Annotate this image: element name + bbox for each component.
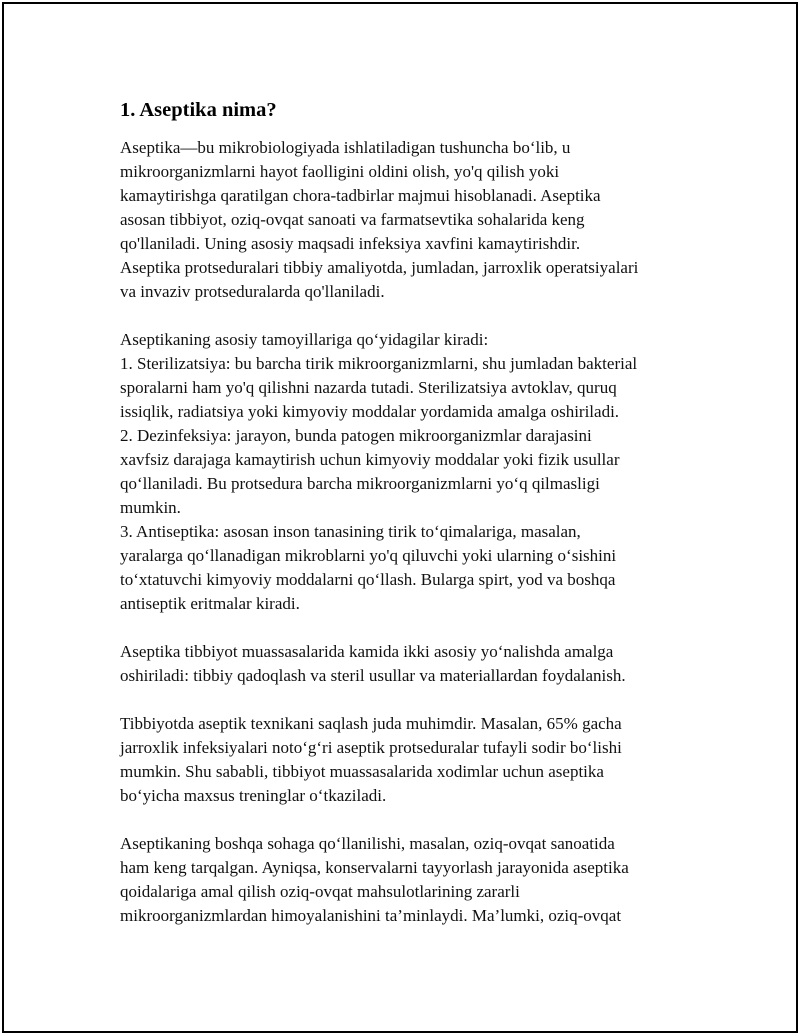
paragraph <box>120 712 690 808</box>
text-line: jarroxlik infeksiyalari noto‘g‘ri aseptik protseduralar tufayli sodir bo‘lishi <box>120 738 622 757</box>
document-body <box>120 96 690 952</box>
text-line: antiseptik eritmalar kiradi. <box>120 594 300 613</box>
text-line: 1. Sterilizatsiya: bu barcha tirik mikroorganizmlarni, shu jumladan bakterial <box>120 354 638 373</box>
text-line: Tibbiyotda aseptik texnikani saqlash juda muhimdir. Masalan, 65% gacha <box>120 714 622 733</box>
text-line: kamaytirishga qaratilgan chora-tadbirlar majmui hisoblanadi. Aseptika <box>120 186 601 205</box>
paragraph <box>120 328 690 616</box>
text-line: qo‘llaniladi. Bu protsedura barcha mikroorganizmlarni yo‘q qilmasligi <box>120 474 600 493</box>
text-line: to‘xtatuvchi kimyoviy moddalarni qo‘llash. Bularga spirt, yod va boshqa <box>120 570 616 589</box>
text-line: issiqlik, radiatsiya yoki kimyoviy moddalar yordamida amalga oshiriladi. <box>120 402 620 421</box>
text-line: asosan tibbiyot, oziq-ovqat sanoati va farmatsevtika sohalarida keng <box>120 210 585 229</box>
text-line: 2. Dezinfeksiya: jarayon, bunda patogen mikroorganizmlar darajasini <box>120 426 592 445</box>
text-line: yaralarga qo‘llanadigan mikroblarni yo'q qiluvchi yoki ularning o‘sishini <box>120 546 617 565</box>
text-line: mikroorganizmlarni hayot faolligini oldini olish, yo'q qilish yoki <box>120 162 560 181</box>
text-line: ham keng tarqalgan. Ayniqsa, konservalarni tayyorlash jarayonida aseptika <box>120 858 629 877</box>
text-line: mikroorganizmlardan himoyalanishini ta’minlaydi. Ma’lumki, oziq-ovqat <box>120 906 622 925</box>
text-line: 3. Antiseptika: asosan inson tanasining tirik to‘qimalariga, masalan, <box>120 522 581 541</box>
section-heading: 1. Aseptika nima? <box>120 99 277 121</box>
text-line: mumkin. Shu sababli, tibbiyot muassasalarida xodimlar uchun aseptika <box>120 762 604 781</box>
document-page <box>2 2 798 1033</box>
paragraph <box>120 832 690 928</box>
text-line: mumkin. <box>120 498 181 517</box>
text-line: sporalarni ham yo'q qilishni nazarda tutadi. Sterilizatsiya avtoklav, quruq <box>120 378 617 397</box>
text-line: qo'llaniladi. Uning asosiy maqsadi infeksiya xavfini kamaytirishdir. <box>120 234 581 253</box>
text-line: Aseptika protseduralari tibbiy amaliyotda, jumladan, jarroxlik operatsiyalari <box>120 258 639 277</box>
text-line: Aseptikaning boshqa sohaga qo‘llanilishi, masalan, oziq-ovqat sanoatida <box>120 834 615 853</box>
text-line: va invaziv protseduralarda qo'llaniladi. <box>120 282 385 301</box>
text-line: oshiriladi: tibbiy qadoqlash va steril usullar va materiallardan foydalanish. <box>120 666 626 685</box>
text-line: bo‘yicha maxsus treninglar o‘tkaziladi. <box>120 786 387 805</box>
paragraph <box>120 136 690 304</box>
text-line: qoidalariga amal qilish oziq-ovqat mahsulotlarining zararli <box>120 882 520 901</box>
text-line: xavfsiz darajaga kamaytirish uchun kimyoviy moddalar yoki fizik usullar <box>120 450 620 469</box>
paragraph <box>120 640 690 688</box>
text-line: Aseptika—bu mikrobiologiyada ishlatiladigan tushuncha bo‘lib, u <box>120 138 571 157</box>
text-line: Aseptikaning asosiy tamoyillariga qo‘yidagilar kiradi: <box>120 330 489 349</box>
text-line: Aseptika tibbiyot muassasalarida kamida ikki asosiy yo‘nalishda amalga <box>120 642 614 661</box>
